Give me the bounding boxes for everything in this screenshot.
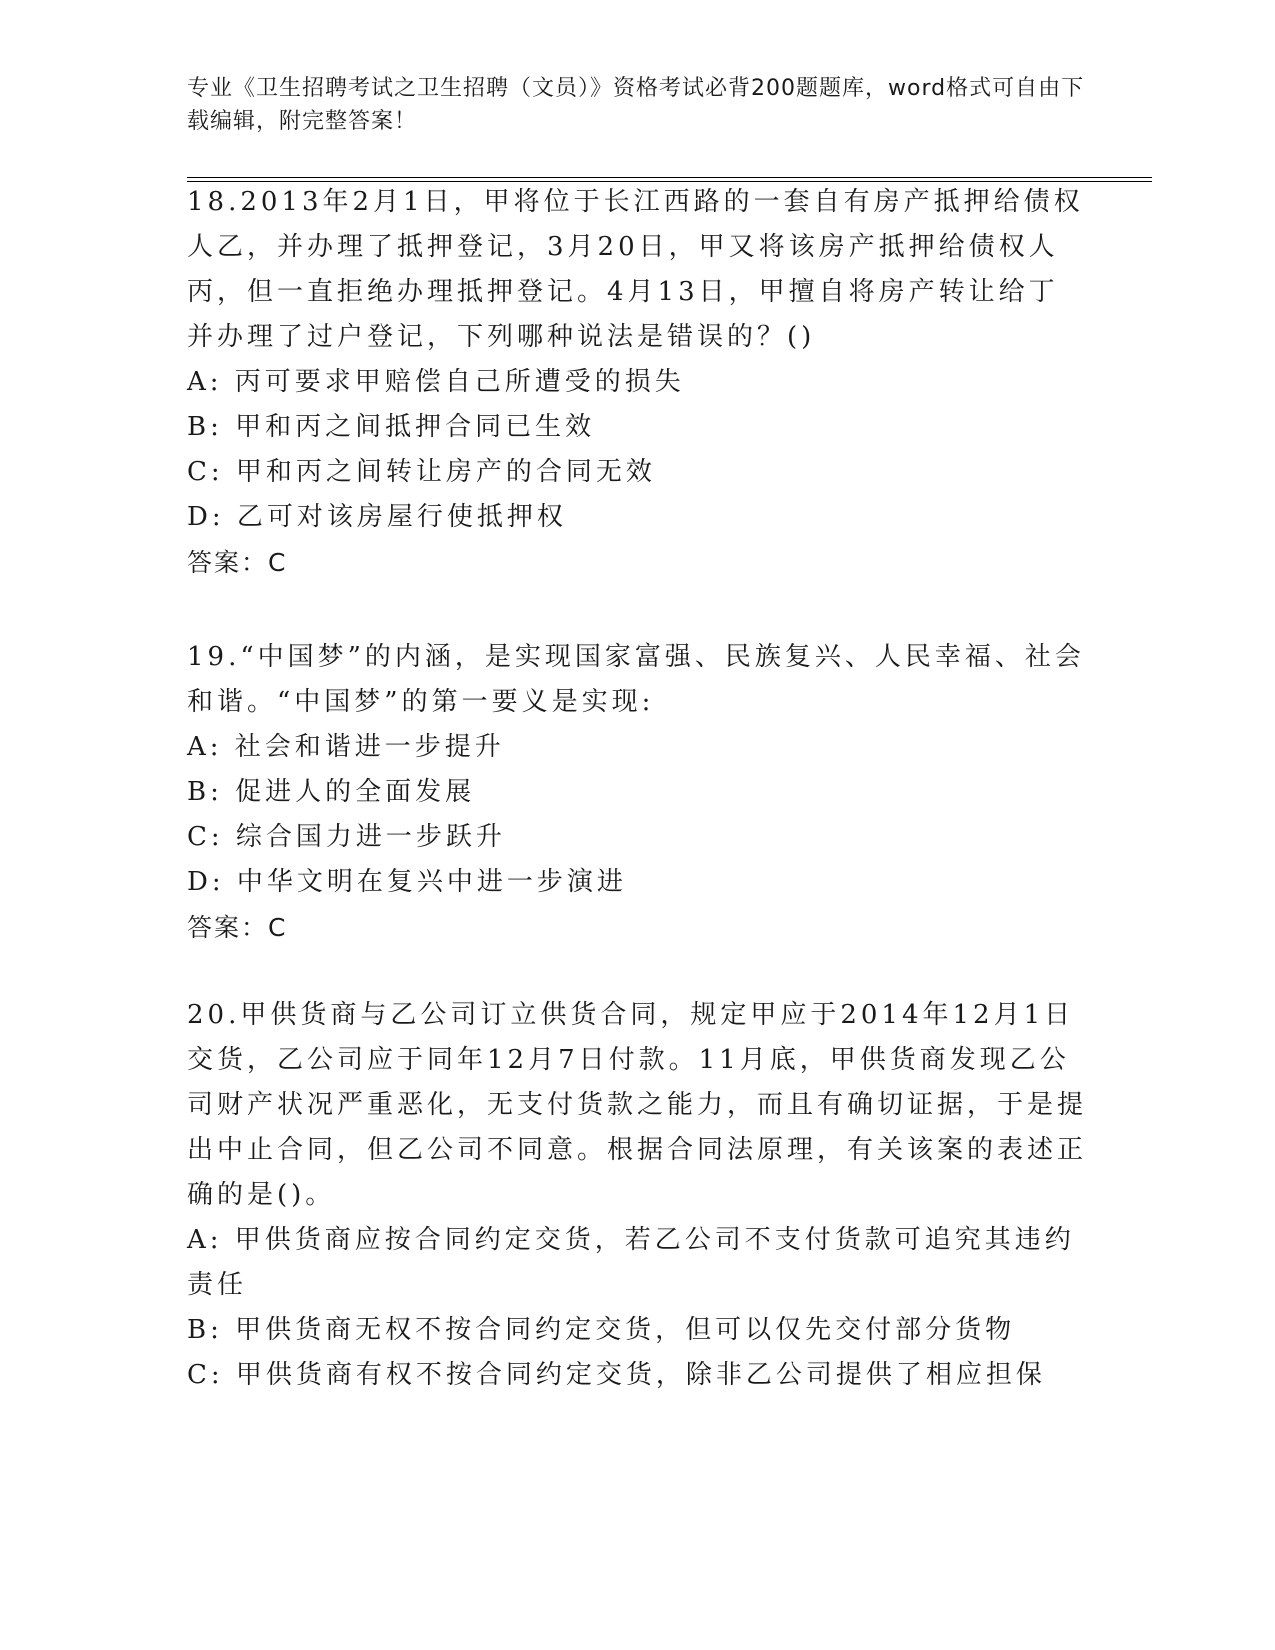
option-c: C: 综合国力进一步跃升: [187, 822, 506, 852]
option-c: C: 甲供货商有权不按合同约定交货，除非乙公司提供了相应担保: [187, 1360, 1046, 1390]
option-c: C: 甲和丙之间转让房产的合同无效: [187, 457, 656, 487]
option-a: A: 丙可要求甲赔偿自己所遭受的损失: [187, 367, 685, 397]
question-stem: 20.甲供货商与乙公司订立供货合同，规定甲应于2014年12月1日交货，乙公司应于同年12月7日付款。11月底，甲供货商发现乙公司财产状况严重恶化，无支付货款之能力，而且有确切证据，于是提出中止合同，但乙公司不同意。根据合同法原理，有关该案的表述正确的是()。: [187, 1000, 1088, 1210]
question-stem: 19.“中国梦”的内涵，是实现国家富强、民族复兴、人民幸福、社会和谐。“中国梦”的第一要义是实现:: [187, 642, 1085, 717]
document-header: [187, 72, 1087, 138]
option-b: B: 促进人的全面发展: [187, 777, 476, 807]
option-a: A: 社会和谐进一步提升: [187, 732, 505, 762]
option-d: D: 中华文明在复兴中进一步演进: [187, 867, 627, 897]
option-a: A: 甲供货商应按合同约定交货，若乙公司不支付货款可追究其违约责任: [187, 1225, 1075, 1300]
question-20: [187, 993, 1087, 1398]
option-b: B: 甲和丙之间抵押合同已生效: [187, 412, 596, 442]
question-stem: 18.2013年2月1日，甲将位于长江西路的一套自有房产抵押给债权人乙，并办理了抵押登记，3月20日，甲又将该房产抵押给债权人丙，但一直拒绝办理抵押登记。4月13日，甲擅自将房产转让给丁并办理了过户登记，下列哪种说法是错误的？(): [187, 187, 1084, 352]
option-d: D: 乙可对该房屋行使抵押权: [187, 502, 567, 532]
answer-line: 答案：C: [187, 913, 288, 942]
question-18: [187, 180, 1087, 585]
header-text: 专业《卫生招聘考试之卫生招聘（文员）》资格考试必背200题题库，word格式可自由下载编辑，附完整答案！: [187, 76, 1085, 134]
option-b: B: 甲供货商无权不按合同约定交货，但可以仅先交付部分货物: [187, 1315, 1016, 1345]
question-19: [187, 635, 1087, 950]
answer-line: 答案：C: [187, 548, 288, 577]
